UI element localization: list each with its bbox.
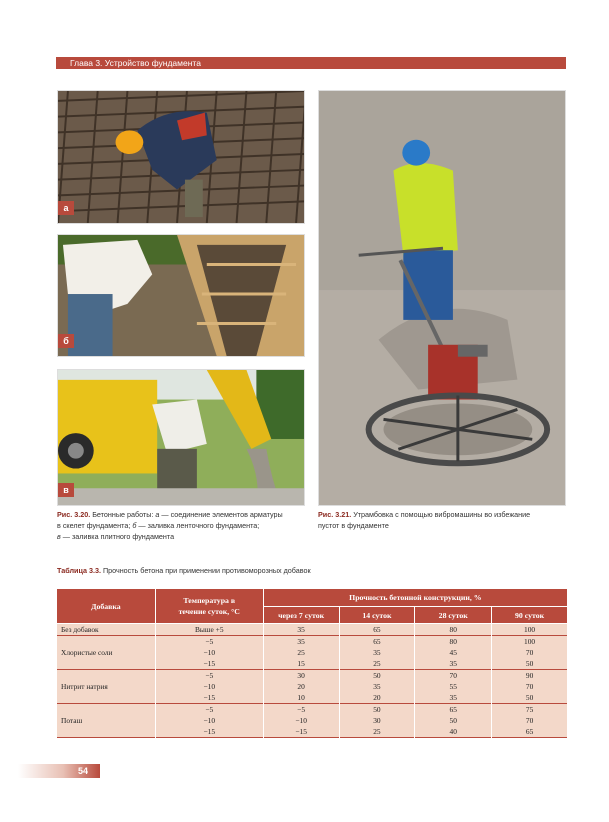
chapter-title: Глава 3. Устройство фундамента	[70, 58, 201, 68]
cell-d90: 75	[492, 704, 568, 716]
cell-d28: 80	[415, 636, 492, 648]
header-7-days: через 7 суток	[263, 607, 339, 624]
cell-additive: Поташ	[57, 704, 156, 738]
photo-power-trowel	[318, 90, 566, 506]
cell-d28: 35	[415, 658, 492, 670]
figure-label-v: в	[58, 483, 74, 497]
table-number: Таблица 3.3.	[57, 566, 101, 575]
cell-temp: −10	[155, 681, 263, 692]
cell-d28: 70	[415, 670, 492, 682]
caption-3-20-number: Рис. 3.20.	[57, 510, 91, 519]
chapter-header	[56, 57, 566, 69]
cell-temp: −10	[155, 647, 263, 658]
cell-d90: 65	[492, 726, 568, 738]
figure-label-b: б	[58, 334, 74, 348]
cell-temp: −15	[155, 726, 263, 738]
cell-d7: 20	[263, 681, 339, 692]
cell-temp: −5	[155, 670, 263, 682]
cell-d28: 40	[415, 726, 492, 738]
caption-3-21-text2: пустот в фундаменте	[318, 521, 389, 530]
cell-temp: −5	[155, 704, 263, 716]
cell-d14: 65	[339, 636, 415, 648]
cell-d28: 65	[415, 704, 492, 716]
cell-d14: 35	[339, 647, 415, 658]
cell-d14: 30	[339, 715, 415, 726]
cell-d14: 35	[339, 681, 415, 692]
photo-trowel-image	[319, 91, 565, 505]
caption-3-21-number: Рис. 3.21.	[318, 510, 352, 519]
header-90-days: 90 суток	[492, 607, 568, 624]
caption-3-20-b: б	[132, 521, 137, 530]
page-number: 54	[78, 766, 89, 776]
photo-slab-image	[58, 370, 304, 505]
caption-3-20-a: а	[155, 510, 160, 519]
header-additive: Добавка	[57, 589, 156, 624]
cell-temp: −15	[155, 658, 263, 670]
cell-d14: 25	[339, 726, 415, 738]
cell-d7: 35	[263, 624, 339, 636]
cell-temp: −10	[155, 715, 263, 726]
photo-slab-pour	[57, 369, 305, 506]
cell-d28: 80	[415, 624, 492, 636]
cell-d28: 35	[415, 692, 492, 704]
cell-d7: −10	[263, 715, 339, 726]
caption-3-20-b-text: — заливка ленточного фундамента;	[138, 521, 260, 530]
photo-strip-foundation	[57, 234, 305, 357]
cell-d28: 55	[415, 681, 492, 692]
cell-additive: Без добавок	[57, 624, 156, 636]
cell-d14: 65	[339, 624, 415, 636]
cell-d7: 15	[263, 658, 339, 670]
cell-d7: 30	[263, 670, 339, 682]
cell-d90: 50	[492, 692, 568, 704]
cell-d90: 70	[492, 647, 568, 658]
cell-d90: 100	[492, 624, 568, 636]
caption-3-20-v-text: — заливка плитного фундамента	[62, 532, 175, 541]
cell-d90: 70	[492, 715, 568, 726]
header-strength: Прочность бетонной конструкции, %	[263, 589, 567, 607]
caption-3-20-text1: Бетонные работы:	[92, 510, 154, 519]
cell-additive: Хлористые соли	[57, 636, 156, 670]
cell-d14: 20	[339, 692, 415, 704]
caption-fig-3-20	[57, 509, 307, 542]
table-row	[57, 670, 568, 682]
cell-d7: 10	[263, 692, 339, 704]
table-title	[57, 566, 311, 575]
cell-d7: −15	[263, 726, 339, 738]
caption-3-21-text1: Утрамбовка с помощью вибромашины во избежание	[353, 510, 531, 519]
cell-d90: 50	[492, 658, 568, 670]
cell-d7: 35	[263, 636, 339, 648]
caption-3-20-a-text: — соединение элементов арматуры	[161, 510, 283, 519]
cell-d7: 25	[263, 647, 339, 658]
cell-d14: 50	[339, 670, 415, 682]
photo-strip-image	[58, 235, 304, 356]
table-row	[57, 624, 568, 636]
cell-d90: 90	[492, 670, 568, 682]
header-temperature: Температура в течение суток, °С	[155, 589, 263, 624]
caption-fig-3-21	[318, 509, 568, 531]
concrete-strength-table	[56, 588, 568, 738]
cell-d7: −5	[263, 704, 339, 716]
cell-temp: −15	[155, 692, 263, 704]
cell-d14: 25	[339, 658, 415, 670]
table-caption: Прочность бетона при применении противоморозных добавок	[102, 566, 311, 575]
figure-label-a: а	[58, 201, 74, 215]
photo-rebar	[57, 90, 305, 224]
table-row	[57, 704, 568, 716]
header-28-days: 28 суток	[415, 607, 492, 624]
cell-d90: 100	[492, 636, 568, 648]
cell-d28: 45	[415, 647, 492, 658]
cell-temp: −5	[155, 636, 263, 648]
caption-3-20-text2: в скелет фундамента;	[57, 521, 131, 530]
caption-3-20-v: в	[57, 532, 61, 541]
cell-d14: 50	[339, 704, 415, 716]
cell-additive: Нитрит натрия	[57, 670, 156, 704]
header-14-days: 14 суток	[339, 607, 415, 624]
photo-rebar-image	[58, 91, 304, 223]
cell-temp: Выше +5	[155, 624, 263, 636]
cell-d90: 70	[492, 681, 568, 692]
table-row	[57, 636, 568, 648]
cell-d28: 50	[415, 715, 492, 726]
